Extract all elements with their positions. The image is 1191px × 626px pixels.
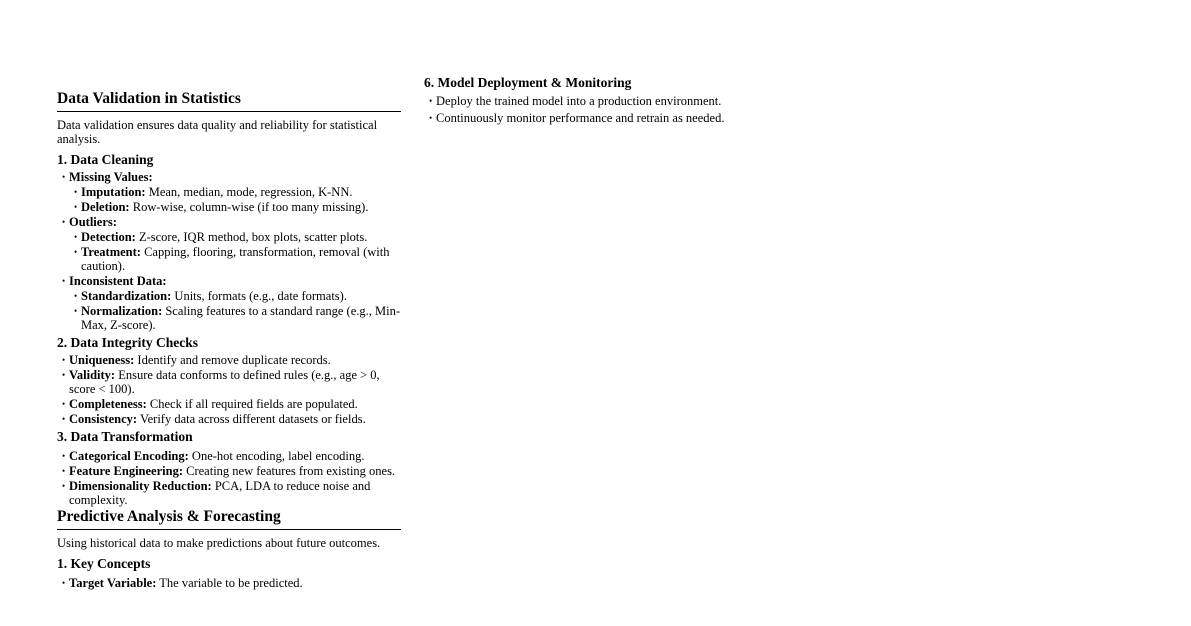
- model-deployment-list: [424, 94, 824, 125]
- subheading-data-cleaning: 1. Data Cleaning: [57, 152, 154, 167]
- item-key: Missing Values:: [69, 170, 153, 184]
- right-column: [424, 75, 824, 128]
- item-key: Completeness:: [69, 397, 147, 411]
- list-item: [57, 170, 401, 184]
- list-item: [57, 353, 401, 367]
- item-key: Outliers:: [69, 215, 117, 229]
- key-concepts-list: [57, 576, 401, 590]
- subheading-data-integrity: 2. Data Integrity Checks: [57, 335, 198, 350]
- list-item: [57, 274, 401, 288]
- item-value: Units, formats (e.g., date formats).: [174, 289, 347, 303]
- item-value: One-hot encoding, label encoding.: [191, 449, 365, 463]
- subheading-model-deployment: 6. Model Deployment & Monitoring: [424, 75, 632, 90]
- list-item: [57, 200, 401, 214]
- left-column: [57, 90, 401, 591]
- item-key: Uniqueness:: [69, 353, 135, 367]
- item-value: Z-score, IQR method, box plots, scatter plots.: [138, 230, 368, 244]
- item-key: Feature Engineering:: [69, 464, 183, 478]
- item-key: Consistency:: [69, 412, 138, 426]
- data-cleaning-list: [57, 170, 401, 332]
- list-item: [57, 412, 401, 426]
- list-item: [57, 230, 401, 244]
- section-intro: Using historical data to make predictions about future outcomes.: [57, 536, 381, 550]
- item-value: Row-wise, column-wise (if too many missing).: [132, 200, 369, 214]
- item-value: Ensure data conforms to defined rules (e.g., age > 0, score < 100).: [69, 368, 380, 396]
- list-item: [57, 289, 401, 303]
- list-item: [57, 185, 401, 199]
- list-item: [57, 397, 401, 411]
- item-value: Creating new features from existing ones.: [186, 464, 396, 478]
- item-value: Scaling features to a standard range (e.g., Min-Max, Z-score).: [81, 304, 400, 332]
- item-key: Normalization:: [81, 304, 163, 318]
- list-item: [57, 449, 401, 463]
- data-transformation-list: [57, 449, 401, 507]
- list-item: [57, 464, 401, 478]
- list-item: • Continuously monitor performance and retrain as needed.: [424, 111, 824, 125]
- item-value: Verify data across different datasets or fields.: [139, 412, 366, 426]
- subheading-key-concepts: 1. Key Concepts: [57, 556, 151, 571]
- list-item: [57, 576, 401, 590]
- item-value: PCA, LDA to reduce noise and complexity.: [69, 479, 371, 507]
- item-key: Treatment:: [81, 245, 141, 259]
- list-item: • Deploy the trained model into a production environment.: [424, 94, 824, 108]
- list-item: [57, 368, 401, 396]
- item-key: Categorical Encoding:: [69, 449, 189, 463]
- section-intro: Data validation ensures data quality and reliability for statistical analysis.: [57, 118, 378, 146]
- list-item: [57, 245, 401, 273]
- list-item: [57, 304, 401, 332]
- item-key: Imputation:: [81, 185, 146, 199]
- list-item: [57, 215, 401, 229]
- item-value: Identify and remove duplicate records.: [137, 353, 331, 367]
- item-key: Inconsistent Data:: [69, 274, 167, 288]
- item-key: Target Variable:: [69, 576, 157, 590]
- item-key: Dimensionality Reduction:: [69, 479, 212, 493]
- item-value: Mean, median, mode, regression, K-NN.: [148, 185, 353, 199]
- section-title-data-validation: Data Validation in Statistics: [57, 90, 401, 112]
- item-value: The variable to be predicted.: [159, 576, 303, 590]
- list-item: [57, 479, 401, 507]
- item-key: Deletion:: [81, 200, 130, 214]
- item-value: Capping, flooring, transformation, removal (with caution).: [81, 245, 390, 273]
- data-integrity-list: [57, 353, 401, 426]
- item-value: Check if all required fields are populated.: [149, 397, 358, 411]
- item-key: Detection:: [81, 230, 136, 244]
- subheading-data-transformation: 3. Data Transformation: [57, 429, 193, 444]
- item-key: Standardization:: [81, 289, 172, 303]
- item-key: Validity:: [69, 368, 116, 382]
- section-title-predictive-analysis: Predictive Analysis & Forecasting: [57, 508, 401, 530]
